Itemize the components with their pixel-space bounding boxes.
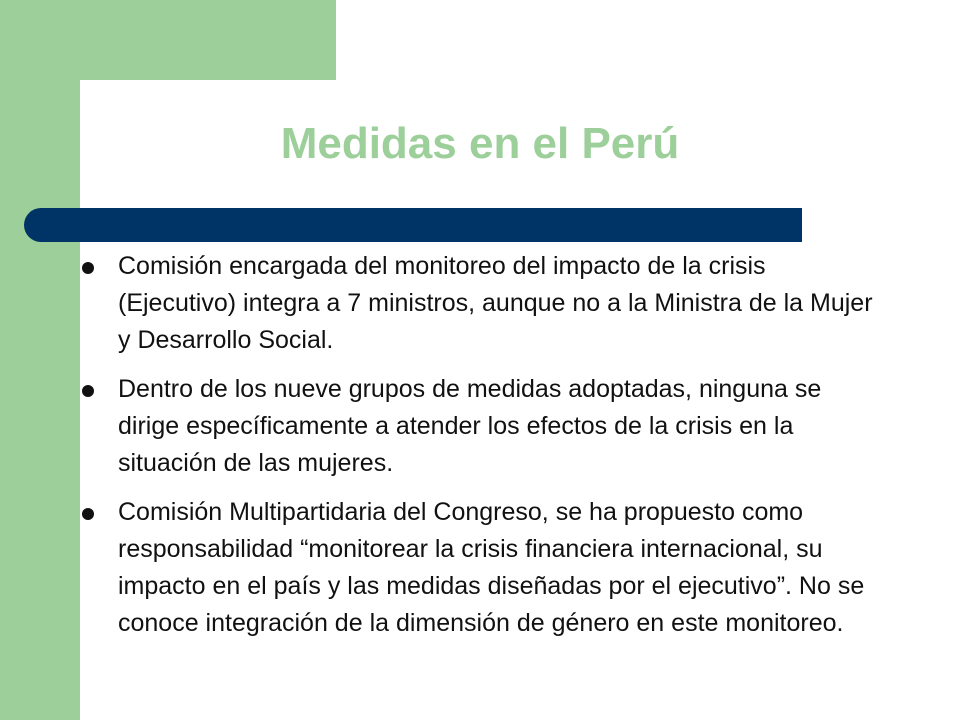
bullet-dot-icon (82, 385, 94, 397)
bullet-list (82, 248, 882, 654)
decorative-green-top-band (0, 0, 336, 80)
bullet-text: Dentro de los nueve grupos de medidas adoptadas, ninguna se dirige específicamente a atender los efectos de la crisis en la situación de las mujeres. (118, 375, 822, 477)
bullet-dot-icon (82, 508, 94, 520)
bullet-item (82, 248, 882, 359)
bullet-text: Comisión Multipartidaria del Congreso, se ha propuesto como responsabilidad “monitorear la crisis financiera internacional, su impacto en el país y las medidas diseñadas por el ejecutivo”. No se conoce integración de la dimensión de género en este monitoreo. (118, 498, 865, 637)
bullet-item (82, 371, 882, 482)
slide-title: Medidas en el Perú (280, 119, 680, 168)
bullet-dot-icon (82, 262, 94, 274)
decorative-green-sidebar (0, 0, 80, 720)
bullet-item (82, 494, 882, 642)
bullet-text: Comisión encargada del monitoreo del impacto de la crisis (Ejecutivo) integra a 7 ministros, aunque no a la Ministra de la Mujer y Desarrollo Social. (118, 252, 873, 354)
title-divider-bar (24, 208, 802, 242)
